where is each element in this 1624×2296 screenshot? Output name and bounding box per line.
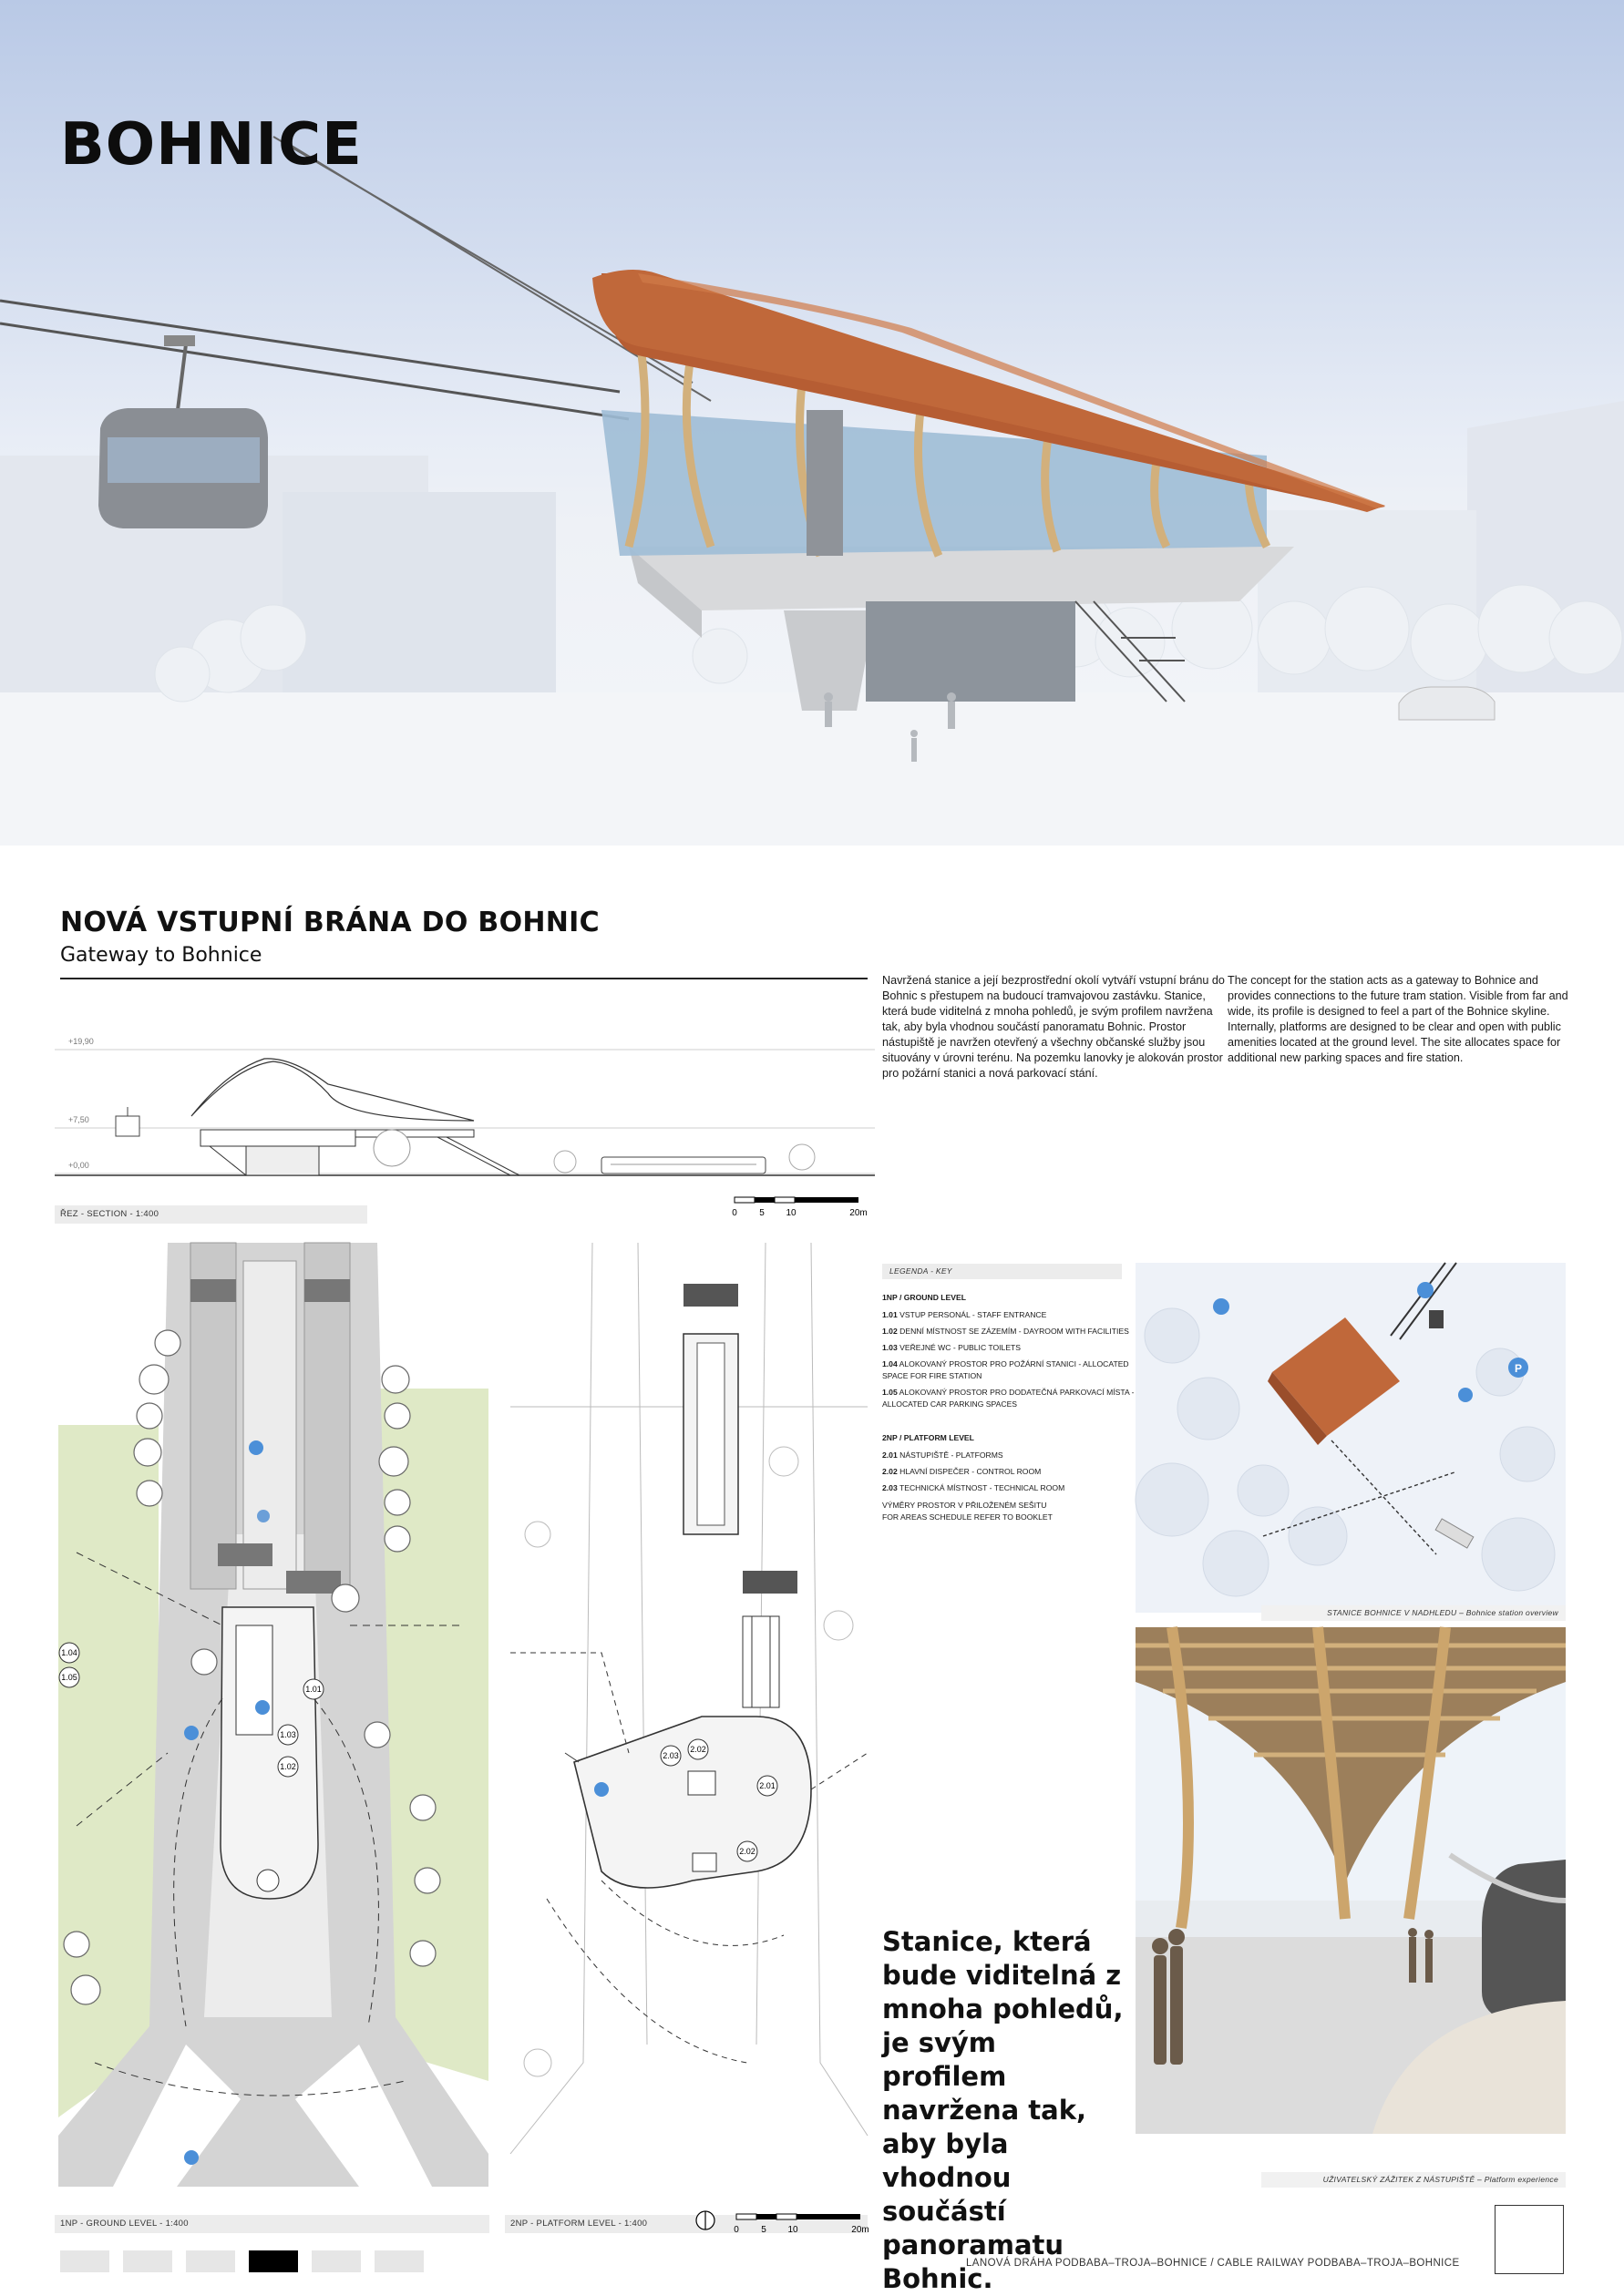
- gondola-icon: [1429, 1310, 1444, 1328]
- hero-render: [0, 0, 1624, 846]
- staff-icon: [184, 1726, 199, 1740]
- description-cz: Navržená stanice a její bezprostřední okolí vytváří vstupní bránu do Bohnic s přestupem na budoucí tramvajovou zastávku. Stanice, která bude viditelná z mnoha pohledů, je svým profilem navržena tak, aby byla vhodnou součástí panoramatu Bohnic. Prostor nástupiště je navržen otevřený a všechny občanské služby jsou situovány v úrovni terénu. Na pozemku lanovky je alokován prostor pro požární stanici a nová parkovací stání.: [882, 974, 1225, 1080]
- scale-tick: 0: [734, 2225, 739, 2235]
- scale-tick: 10: [787, 2225, 798, 2235]
- scale-tick: 5: [759, 1208, 765, 1218]
- plan-scale-bar: [693, 2207, 875, 2238]
- platform-image-caption: UŽIVATELSKÝ ZÁŽITEK Z NÁSTUPIŠTĚ – Platform experience: [1261, 2172, 1566, 2188]
- room-tag: 1.01: [305, 1685, 322, 1694]
- accessibility-icon: [594, 1782, 609, 1797]
- overview-caption: STANICE BOHNICE V NADHLEDU – Bohnice station overview: [1261, 1605, 1566, 1621]
- ground-plan-caption: 1NP - GROUND LEVEL - 1:400: [55, 2215, 489, 2233]
- station-podium: [629, 547, 1294, 610]
- section-caption: ŘEZ - SECTION - 1:400: [55, 1205, 367, 1224]
- section-drawing: [55, 1030, 875, 1198]
- page-indicator: [60, 2250, 443, 2272]
- page-indicator-swatch: [249, 2250, 298, 2272]
- room-tag: 2.02: [690, 1745, 706, 1754]
- room-tag: 1.03: [280, 1730, 296, 1739]
- accessibility-icon: [257, 1510, 270, 1522]
- cable-line: [0, 323, 629, 419]
- station-base: [866, 601, 1075, 702]
- background-building: [283, 492, 556, 720]
- legend-item: 1.05 ALOKOVANÝ PROSTOR PRO DODATEČNÁ PARKOVACÍ MÍSTA - ALLOCATED CAR PARKING SPACES: [882, 1388, 1135, 1409]
- tram-stop-icon: [249, 1440, 263, 1455]
- heading-divider: [60, 978, 868, 979]
- footer-project-title: LANOVÁ DRÁHA PODBABA–TROJA–BOHNICE / CABLE RAILWAY PODBABA–TROJA–BOHNICE: [966, 2258, 1460, 2269]
- level-label-top: +19,90: [68, 1037, 94, 1046]
- parking-symbol: P: [1514, 1362, 1523, 1375]
- legend-note: VÝMĚRY PROSTOR V PŘILOŽENÉM SEŠITU FOR AREAS SCHEDULE REFER TO BOOKLET: [882, 1501, 1053, 1522]
- fire-station-icon: [1458, 1388, 1473, 1402]
- scale-tick: 5: [761, 2225, 766, 2235]
- page-indicator-swatch: [312, 2250, 361, 2272]
- tram-stop-icon: [1417, 1282, 1434, 1298]
- section-heading: NOVÁ VSTUPNÍ BRÁNA DO BOHNIC: [60, 907, 600, 938]
- legend-ground-heading: 1NP / GROUND LEVEL: [882, 1293, 967, 1302]
- description-en: The concept for the station acts as a gateway to Bohnice and provides connections to the future tram station. Visible from far and wide, its profile is designed to feel a part of the Bohnice skyline. Internally, platforms are designed to be clear and open with public amenities located at the ground level. The site allocates space for additional new parking spaces and fire station.: [1228, 974, 1568, 1064]
- page-indicator-swatch: [186, 2250, 235, 2272]
- ground: [0, 692, 1624, 846]
- level-label-mid: +7,50: [68, 1115, 89, 1124]
- station-column: [807, 410, 843, 556]
- bus-stop-icon: [184, 2150, 199, 2165]
- gondola: [98, 335, 268, 528]
- scale-tick: 20m: [849, 1208, 868, 1218]
- legend-item: 1.02 DENNÍ MÍSTNOST SE ZÁZEMÍM - DAYROOM WITH FACILITIES: [882, 1327, 1129, 1336]
- room-tag: 1.04: [61, 1648, 77, 1657]
- level-label-ground: +0,00: [68, 1161, 89, 1170]
- legend-title: LEGENDA - KEY: [882, 1264, 1122, 1279]
- legend-item: 1.04 ALOKOVANÝ PROSTOR PRO POŽÁRNÍ STANICI - ALLOCATED SPACE FOR FIRE STATION: [882, 1359, 1129, 1380]
- qr-code-placeholder: [1495, 2205, 1564, 2274]
- legend-item: 1.01 VSTUP PERSONÁL - STAFF ENTRANCE: [882, 1310, 1047, 1319]
- room-tag: 1.05: [61, 1673, 77, 1682]
- scale-tick: 10: [786, 1208, 797, 1218]
- page-indicator-swatch: [123, 2250, 172, 2272]
- page-indicator-swatch: [60, 2250, 109, 2272]
- room-tag: 2.02: [739, 1847, 755, 1856]
- pull-quote: Stanice, která bude viditelná z mnoha pohledů, je svým profilem navržena tak, aby byla vhodnou součástí panoramatu Bohnic.: [882, 1926, 1124, 2294]
- scale-tick: 0: [732, 1208, 737, 1218]
- section-subheading: Gateway to Bohnice: [60, 944, 262, 967]
- room-tag: 2.01: [759, 1781, 776, 1790]
- platform-plan-caption: 2NP - PLATFORM LEVEL - 1:400: [505, 2215, 868, 2233]
- station-overview-render: [1136, 1263, 1566, 1613]
- bus-stop-icon: [1213, 1298, 1229, 1315]
- car: [1399, 687, 1495, 720]
- legend-item: 2.03 TECHNICKÁ MÍSTNOST - TECHNICAL ROOM: [882, 1483, 1065, 1492]
- background-building: [1467, 401, 1624, 729]
- legend-item: 2.02 HLAVNÍ DISPEČER - CONTROL ROOM: [882, 1467, 1042, 1476]
- toilets-icon: [255, 1700, 270, 1715]
- hero-title: BOHNICE: [60, 111, 363, 179]
- legend-item: 2.01 NÁSTUPIŠTĚ - PLATFORMS: [882, 1450, 1003, 1460]
- legend: [882, 1287, 1137, 1523]
- grass-area: [58, 1425, 159, 2117]
- legend-item: 1.03 VEŘEJNÉ WC - PUBLIC TOILETS: [882, 1343, 1022, 1352]
- platform-floor-plan: [510, 1243, 868, 2187]
- legend-platform-heading: 2NP / PLATFORM LEVEL: [882, 1433, 974, 1442]
- cable-line: [0, 301, 620, 392]
- page-indicator-swatch: [375, 2250, 424, 2272]
- ground-floor-plan: [58, 1243, 488, 2187]
- platform-experience-render: [1136, 1627, 1566, 2134]
- room-tag: 1.02: [280, 1762, 296, 1771]
- section-scale-bar: [729, 1194, 875, 1221]
- scale-tick: 20m: [851, 2225, 869, 2235]
- room-tag: 2.03: [663, 1751, 679, 1760]
